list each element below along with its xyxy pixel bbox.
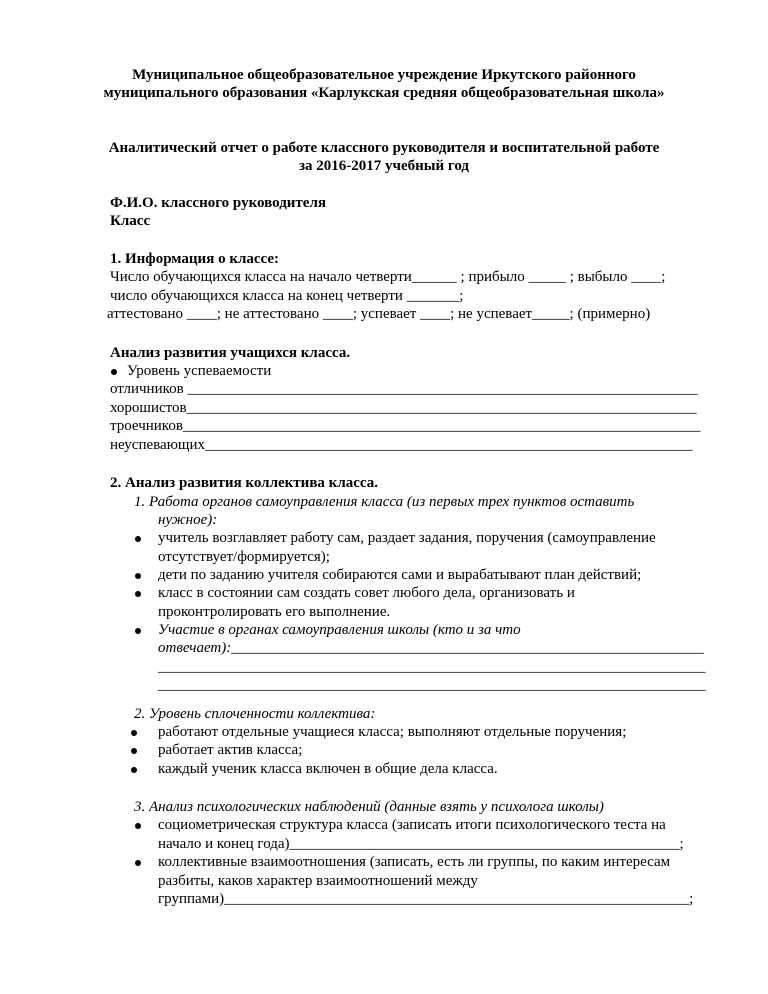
section2-b4-line-2-label: отвечает): <box>158 640 232 656</box>
section2-b4-line-2-rule: _______________________________________________________________ <box>231 640 704 656</box>
header-line-2: муниципального образования «Карлукская средняя общеобразовательная школа» <box>103 85 665 101</box>
analysis-row-satisfactory: троечников_____________________________________________________________________ <box>110 418 701 434</box>
section2-b4-line-2 <box>158 639 704 657</box>
bullet-icon <box>135 628 141 634</box>
section2-item2: 2. Уровень сплоченности коллектива: <box>134 706 376 722</box>
title-line-2: за 2016-2017 учебный год <box>299 158 469 174</box>
header-line-1: Муниципальное общеобразовательное учреждение Иркутского районного <box>132 67 636 83</box>
section2-b1-line-1: учитель возглавляет работу сам, раздает задания, поручения (самоуправление <box>158 530 656 546</box>
bullet-icon <box>111 369 117 375</box>
analysis-bullet: Уровень успеваемости <box>127 363 272 379</box>
section2-c2: работает актив класса; <box>158 742 303 758</box>
section1-line-2: число обучающихся класса на конец четверти _______; <box>110 288 464 304</box>
section2-d1-line-1: социометрическая структура класса (записать итоги психологического теста на <box>158 817 666 833</box>
class-label: Класс <box>110 213 151 229</box>
bullet-icon <box>131 767 137 773</box>
section2-b2: дети по заданию учителя собираются сами и вырабатывают план действий; <box>158 567 642 583</box>
analysis-row-failing: неуспевающих_________________________________________________________________ <box>110 437 693 453</box>
analysis-row-excellent: отличников ____________________________________________________________________ <box>110 381 698 397</box>
section2-c3: каждый ученик класса включен в общие дела класса. <box>158 761 498 777</box>
section2-c1: работают отдельные учащиеся класса; выполняют отдельные поручения; <box>158 724 627 740</box>
section2-d2-line-3: группами)______________________________________________________________; <box>158 891 694 907</box>
section1-heading: 1. Информация о классе: <box>110 251 280 267</box>
blank-line: _________________________________________________________________________ <box>158 677 706 693</box>
section2-d2-line-2: разбиты, каков характер взаимоотношений между <box>158 873 478 889</box>
section2-b1-line-2: отсутствует/формируется); <box>158 549 330 565</box>
section2-item1-line-1: 1. Работа органов самоуправления класса (из первых трех пунктов оставить <box>134 494 635 510</box>
section2-item3: 3. Анализ психологических наблюдений (данные взять у психолога школы) <box>134 799 604 815</box>
analysis-row-good: хорошистов____________________________________________________________________ <box>110 400 697 416</box>
section2-item1-line-2: нужное): <box>158 512 218 528</box>
section2-b3-line-2: проконтролировать его выполнение. <box>158 604 391 620</box>
title-line-1: Аналитический отчет о работе классного руководителя и воспитательной работе <box>108 140 660 156</box>
blank-line: _________________________________________________________________________ <box>158 659 706 675</box>
analysis-heading: Анализ развития учащихся класса. <box>110 345 351 361</box>
bullet-icon <box>135 823 141 829</box>
bullet-icon <box>135 573 141 579</box>
bullet-icon <box>135 591 141 597</box>
section2-heading: 2. Анализ развития коллектива класса. <box>110 475 378 491</box>
fio-label: Ф.И.О. классного руководителя <box>110 195 326 211</box>
bullet-icon <box>131 730 137 736</box>
section2-b3-line-1: класс в состоянии сам создать совет любого дела, организовать и <box>158 585 575 601</box>
bullet-icon <box>131 748 137 754</box>
bullet-icon <box>135 536 141 542</box>
section2-d1-line-2: начало и конец года)____________________________________________________; <box>158 836 684 852</box>
section2-b4-line-1: Участие в органах самоуправления школы (кто и за что <box>158 622 521 638</box>
section1-line-3: аттестовано ____; не аттестовано ____; успевает ____; не успевает_____; (примерно) <box>107 306 651 322</box>
section2-d2-line-1: коллективные взаимоотношения (записать, есть ли группы, по каким интересам <box>158 854 671 870</box>
bullet-icon <box>135 860 141 866</box>
section1-line-1: Число обучающихся класса на начало четверти______ ; прибыло _____ ; выбыло ____; <box>110 269 666 285</box>
